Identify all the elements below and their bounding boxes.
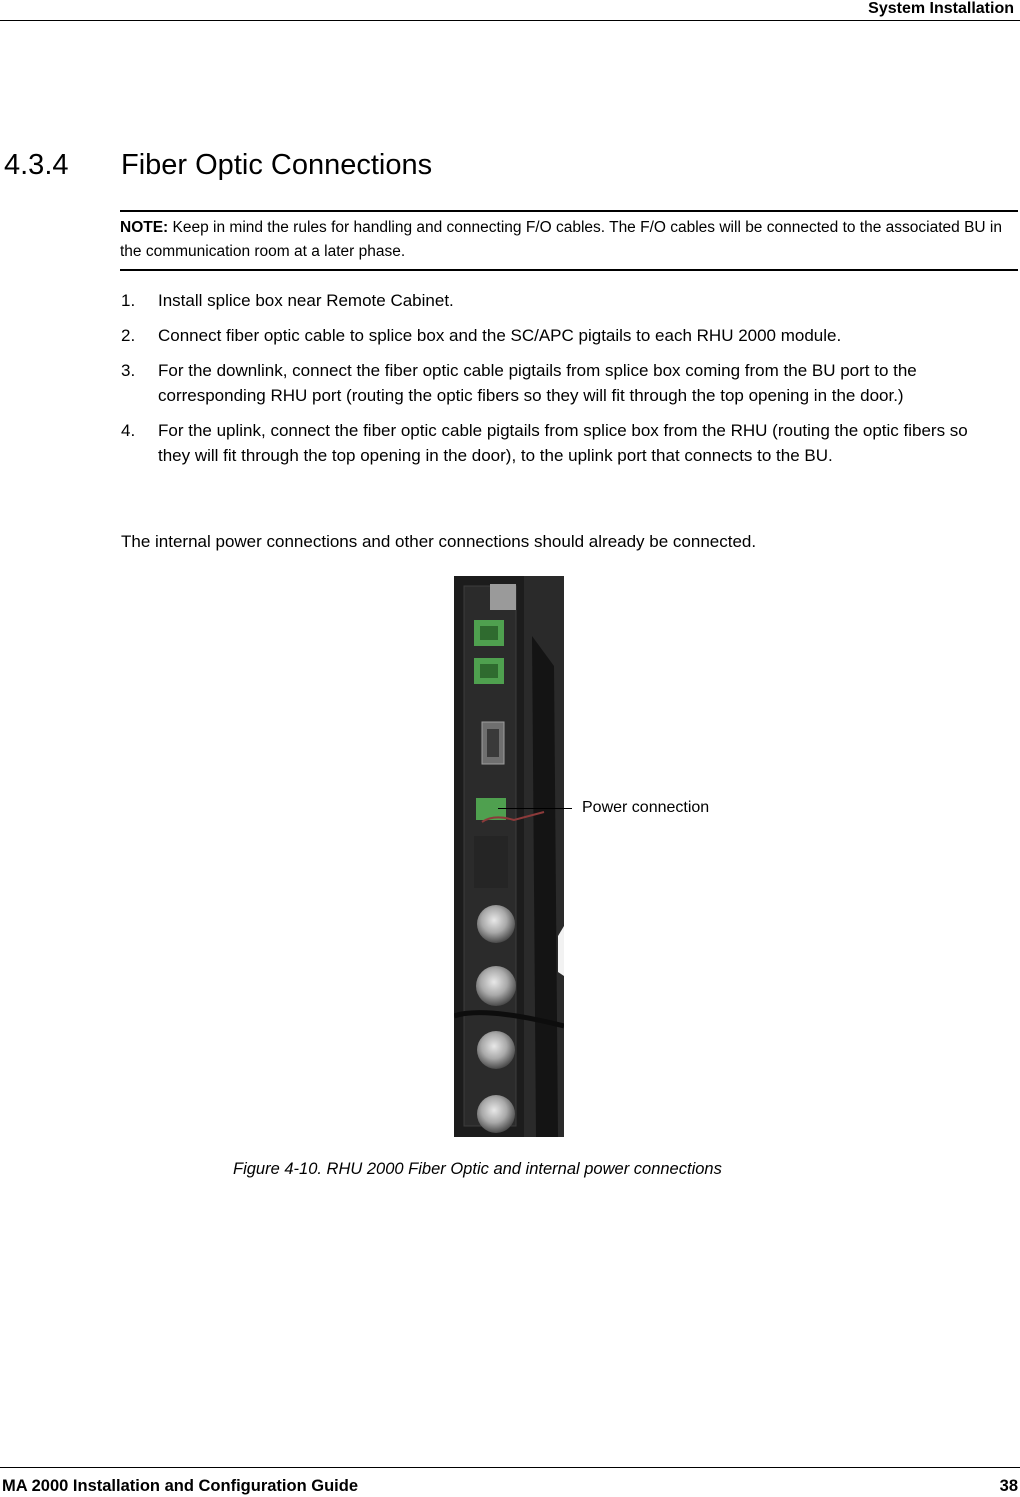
figure-caption: Figure 4-10. RHU 2000 Fiber Optic and internal power connections — [233, 1160, 722, 1178]
section-header: System Installation — [868, 0, 1014, 17]
step-number: 2. — [121, 326, 136, 345]
power-connection-callout: Power connection — [582, 799, 710, 816]
step-text: For the uplink, connect the fiber optic cable pigtails from splice box from the RHU (routing the optic fibers so they will fit through the top opening in the door), to the uplink port that connects to the BU. — [158, 421, 968, 465]
step-text: For the downlink, connect the fiber optic cable pigtails from splice box coming from the BU port to the corresponding RHU port (routing the optic fibers so they will fit through the top opening in the door.) — [158, 361, 917, 405]
section-heading — [4, 149, 432, 182]
footer-title: MA 2000 Installation and Configuration Guide — [2, 1477, 358, 1495]
step-item — [121, 418, 1001, 468]
footer-rule — [0, 1467, 1020, 1468]
step-item — [121, 288, 1001, 313]
install-steps — [121, 288, 1001, 478]
header-rule — [0, 20, 1020, 21]
step-item — [121, 358, 1001, 408]
step-number: 1. — [121, 291, 136, 310]
step-text: Install splice box near Remote Cabinet. — [158, 291, 454, 310]
section-title: Fiber Optic Connections — [121, 149, 433, 181]
rhu-module-photo — [454, 576, 564, 1137]
step-item — [121, 323, 1001, 348]
step-number: 4. — [121, 421, 136, 440]
section-number: 4.3.4 — [4, 149, 69, 181]
step-text: Connect fiber optic cable to splice box and the SC/APC pigtails to each RHU 2000 module. — [158, 326, 842, 345]
step-number: 3. — [121, 361, 136, 380]
closing-paragraph: The internal power connections and other connections should already be connected. — [121, 532, 757, 551]
callout-line — [498, 808, 572, 809]
note-box — [120, 210, 1018, 271]
note-label: NOTE: — [120, 219, 169, 236]
note-text: Keep in mind the rules for handling and connecting F/O cables. The F/O cables will be connected to the associated BU in the communication room at a later phase. — [120, 219, 1002, 260]
page-number: 38 — [999, 1477, 1018, 1495]
